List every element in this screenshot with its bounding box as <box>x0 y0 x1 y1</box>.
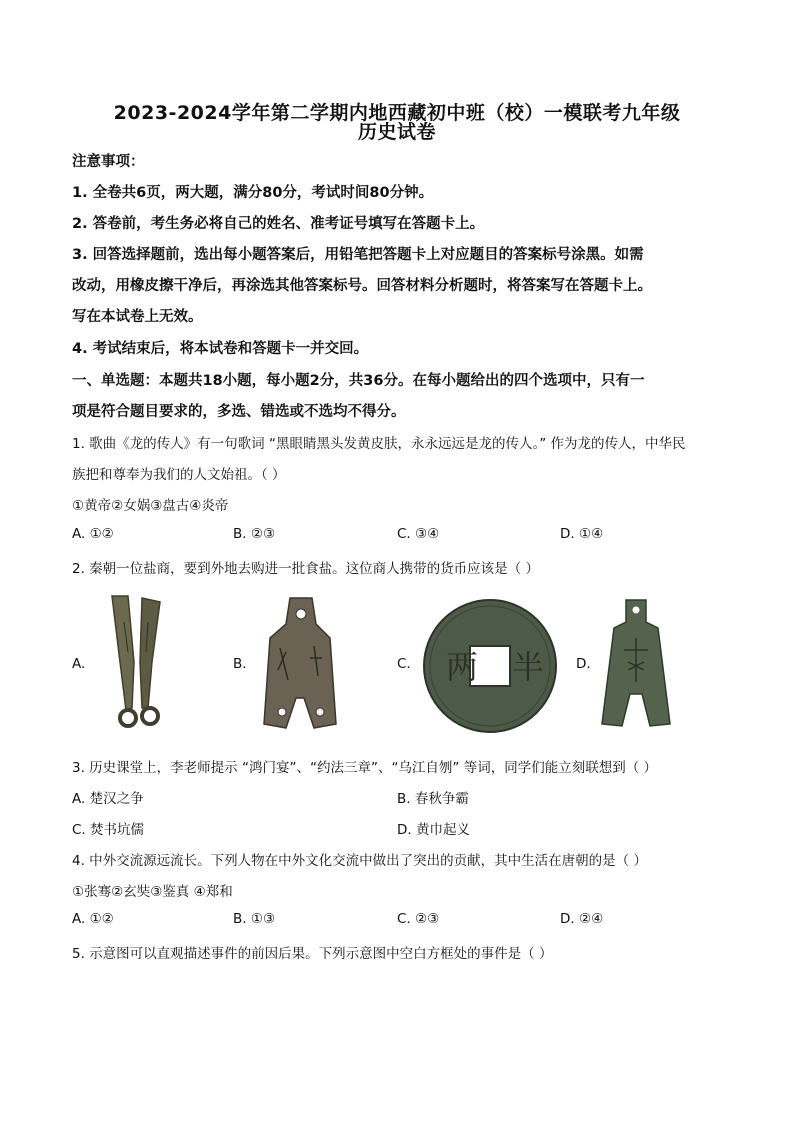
hollow-spade-coin-image <box>598 598 674 730</box>
q3-option-b[interactable]: B. 春秋争霸 <box>397 791 469 807</box>
q3-option-c[interactable]: C. 焚书坑儒 <box>72 822 145 838</box>
q1-stem: 1. 歌曲《龙的传人》有一句歌词 “黑眼睛黑头发黄皮肤，永永远远是龙的传人。” 作为龙的传人，中华民 <box>72 436 686 452</box>
note-item-1: 1. 全卷共6页，两大题，满分80分，考试时间80分钟。 <box>72 185 434 201</box>
q2-option-d[interactable]: D. <box>576 656 591 672</box>
q1-stem-cont: 族把和尊奉为我们的人文始祖。（ ） <box>72 467 286 483</box>
spade-coin-image <box>256 594 346 734</box>
q2-option-c[interactable]: C. <box>397 656 411 672</box>
notes-heading: 注意事项： <box>72 154 145 170</box>
q1-option-c[interactable]: C. ③④ <box>397 526 440 542</box>
q3-option-a[interactable]: A. 楚汉之争 <box>72 791 144 807</box>
q4-option-c[interactable]: C. ②③ <box>397 911 440 927</box>
q5-stem: 5. 示意图可以直观描述事件的前因后果。下列示意图中空白方框处的事件是（ ） <box>72 946 553 962</box>
q3-stem: 3. 历史课堂上，李老师提示 “鸿门宴”、“约法三章”、“乌江自刎” 等词，同学们能立刻联想到（ ） <box>72 760 658 776</box>
note-item-2: 2. 答卷前，考生务必将自己的姓名、准考证号填写在答题卡上。 <box>72 216 485 232</box>
banliang-coin-image <box>420 598 560 734</box>
coin-char-liang: 两 <box>446 648 479 686</box>
coin-char-ban: 半 <box>512 648 545 686</box>
knife-coin-image <box>98 592 178 734</box>
q4-option-a[interactable]: A. ①② <box>72 911 114 927</box>
q4-stem: 4. 中外交流源远流长。下列人物在中外文化交流中做出了突出的贡献，其中生活在唐朝的是（ ） <box>72 853 647 869</box>
exam-subtitle: 历史试卷 <box>357 121 436 143</box>
note-item-3-cont: 改动，用橡皮擦干净后，再涂选其他答案标号。回答材料分析题时，将答案写在答题卡上。 <box>72 278 652 294</box>
q4-items: ①张骞②玄奘③鉴真 ④郑和 <box>72 884 233 900</box>
section-heading-cont: 项是符合题目要求的，多选、错选或不选均不得分。 <box>72 404 406 420</box>
q1-option-d[interactable]: D. ①④ <box>560 526 604 542</box>
q1-option-a[interactable]: A. ①② <box>72 526 114 542</box>
section-heading: 一、单选题：本题共18小题，每小题2分，共36分。在每小题给出的四个选项中，只有一 <box>72 373 645 389</box>
q2-option-a[interactable]: A. <box>72 656 86 672</box>
exam-title: 2023-2024学年第二学期内地西藏初中班（校）一模联考九年级 <box>113 102 681 124</box>
q2-option-b[interactable]: B. <box>233 656 247 672</box>
q3-option-d[interactable]: D. 黄巾起义 <box>397 822 470 838</box>
q1-items: ①黄帝②女娲③盘古④炎帝 <box>72 498 229 514</box>
q1-option-b[interactable]: B. ②③ <box>233 526 276 542</box>
note-item-3: 3. 回答选择题前，选出每小题答案后，用铅笔把答题卡上对应题目的答案标号涂黑。如需 <box>72 247 644 263</box>
note-item-4: 4. 考试结束后，将本试卷和答题卡一并交回。 <box>72 341 369 357</box>
q4-option-d[interactable]: D. ②④ <box>560 911 604 927</box>
q4-option-b[interactable]: B. ①③ <box>233 911 276 927</box>
note-item-3-end: 写在本试卷上无效。 <box>72 309 203 325</box>
q2-stem: 2. 秦朝一位盐商，要到外地去购进一批食盐。这位商人携带的货币应该是（ ） <box>72 561 539 577</box>
